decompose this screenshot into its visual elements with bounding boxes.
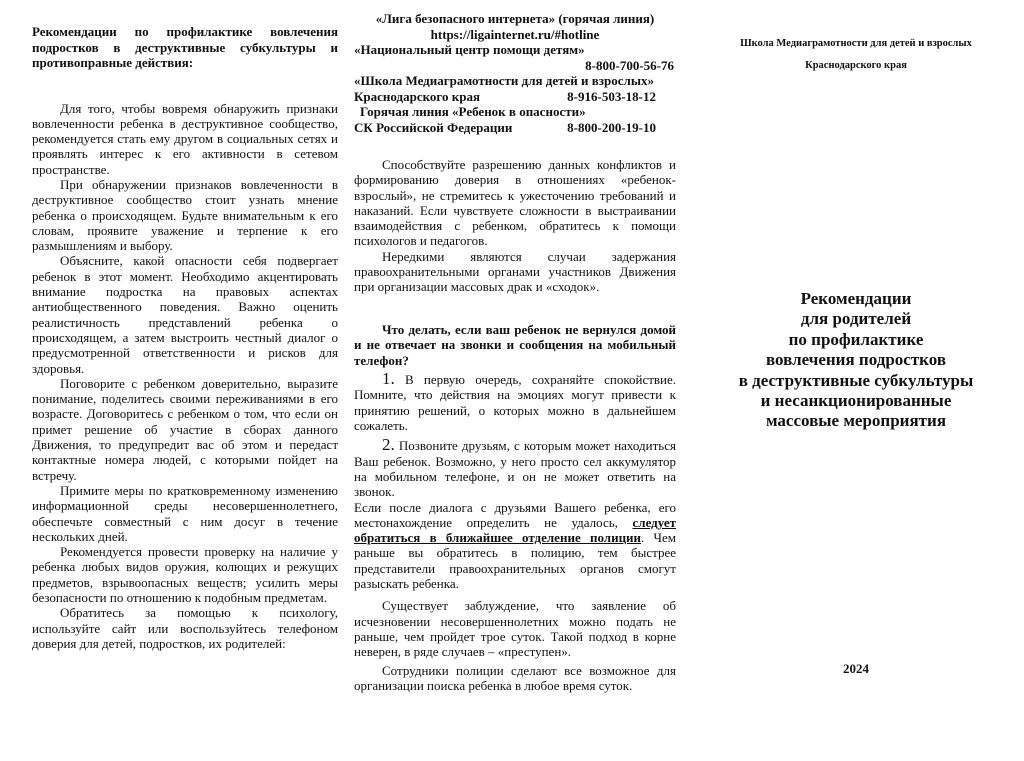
middle-paragraph: Нередкими являются случаи задержания правоохранительными органами участников Движения при организации массовых драк и «сходок». [354, 248, 676, 295]
hotline-name: «Школа Медиаграмотности для детей и взрослых» [354, 73, 654, 88]
hotline-name: «Национальный центр помощи детям» [354, 42, 585, 57]
question-heading: Что делать, если ваш ребенок не вернулся домой и не отвечает на звонки и сообщения на мобильный телефон? [354, 321, 676, 368]
brochure-title-line: массовые мероприятия [765, 411, 947, 431]
hotlines-block [354, 11, 676, 135]
middle-paragraph: Способствуйте разрешению данных конфликтов и формированию доверия в отношениях «ребенок-взрослый», не стремитесь к ужесточению требований и наказаний. Если чувствуете сложности в выстраивании взаимодействия с ребенком, обратитесь к помощи психологов и педагогов. [354, 157, 676, 249]
left-panel [32, 24, 338, 748]
step-2-continued [354, 500, 676, 592]
step-2 [354, 437, 676, 499]
left-panel-title: Рекомендации по профилактике вовлечения подростков в деструктивные субкультуры и противоправные действия: [32, 24, 338, 70]
brochure-title-line: для родителей [800, 309, 912, 329]
year: 2024 [843, 661, 869, 676]
hotline-name: «Лига безопасного интернета» (горячая линия) [375, 11, 655, 26]
step-text: . Чем раньше вы обратитесь в полицию, тем быстрее представители правоохранительных органов смогут разыскать ребенка. [354, 530, 676, 592]
middle-paragraph: Сотрудники полиции сделают все возможное для организации поиска ребенка в любое время суток. [354, 662, 676, 693]
hotline-name: Горячая линия «Ребенок в опасности» [360, 104, 586, 119]
hotline-row [354, 89, 676, 105]
right-panel [706, 37, 1006, 761]
police-emphasis: следует обратиться в ближайшее отделение полиции [354, 514, 676, 546]
school-name: Школа Медиаграмотности для детей и взрослых [740, 38, 972, 49]
step-text: В первую очередь, сохраняйте спокойствие. Помните, что действия на эмоциях могут привести к принятию решений, о которых можно в дальнейшем сожалеть. [354, 372, 677, 434]
left-paragraph: Для того, чтобы вовремя обнаружить признаки вовлеченности ребенка в деструктивное сообщество, рекомендуется стать ему другом в социальных сетях и проявлять интерес к его активности в сетевом пространстве. [32, 100, 338, 177]
hotline-name: СК Российской Федерации [354, 119, 513, 135]
brochure-title [706, 289, 1006, 432]
left-paragraph: Объясните, какой опасности себя подвергает ребенок в этот момент. Необходимо акцентировать внимание подростка на правовых аспектах антиобщественного поведения. Важно оценить реалистичность представлений ребенка о происходящем, а затем выстроить честный диалог о предусмотренной ответственности и рисков для здоровья. [32, 253, 338, 376]
middle-panel [354, 11, 676, 735]
hotline-number: 8-800-700-56-76 [585, 57, 674, 73]
step-1 [354, 371, 676, 433]
left-paragraph: Рекомендуется провести проверку на наличие у ребенка любых видов оружия, колющих и режущих предметов, взрывоопасных веществ; усилить меры безопасности по отношению к подобным предметам. [32, 544, 338, 605]
step-text: Если после диалога с друзьями Вашего ребенка, его местонахождение определить не удалось, [354, 499, 676, 530]
school-region: Краснодарского края [805, 60, 907, 71]
left-paragraph: При обнаружении признаков вовлеченности в деструктивное сообщество стоит узнать мнение ребенка о происходящем. Будьте внимательным к его словам, проявите уважение и терпение к его размышлениям и выбору. [32, 176, 338, 254]
step-text: Позвоните друзьям, с которым может находиться Ваш ребенок. Возможно, у него просто сел аккумулятор на мобильном телефоне, и он не может ответить на звонок. [354, 438, 676, 500]
left-paragraph: Поговорите с ребенком доверительно, выразите понимание, поделитесь своими переживаниями в его возрасте. Договоритесь с ребенком о том, что если он примет решение об участие в сборах данного Движения, то предупредит вас об этом и передаст контактные номера людей, с которыми пойдет на встречу. [32, 375, 338, 483]
brochure-title-line: и несанкционированные [760, 391, 952, 411]
hotline-row [354, 120, 676, 136]
step-number: 1. [382, 369, 395, 389]
hotline-url[interactable]: https://ligainternet.ru/#hotline [430, 26, 600, 42]
hotline-number: 8-800-200-19-10 [567, 119, 656, 135]
brochure-title-line: вовлечения подростков [765, 350, 946, 370]
hotline-name: Краснодарского края [354, 88, 481, 104]
brochure-title-line: Рекомендации [800, 289, 912, 308]
brochure-title-line: в деструктивные субкультуры [738, 370, 974, 390]
brochure-title-line: по профилактике [788, 329, 924, 349]
middle-paragraph: Существует заблуждение, что заявление об исчезновении несовершеннолетних можно подать не раньше, чем пройдет трое суток. Такой подход в корне неверен, в ряде случаев – «преступен». [354, 598, 676, 660]
left-paragraph: Примите меры по кратковременному изменению информационной среды несовершеннолетнего, обеспечьте совместный с ним досуг в течение нескольких дней. [32, 482, 338, 544]
hotline-number: 8-916-503-18-12 [567, 88, 656, 104]
left-paragraph: Обратитесь за помощью к психологу, используйте сайт или воспользуйтесь телефоном доверия для детей, подростков, их родителей: [32, 605, 338, 651]
step-number: 2. [382, 435, 395, 455]
